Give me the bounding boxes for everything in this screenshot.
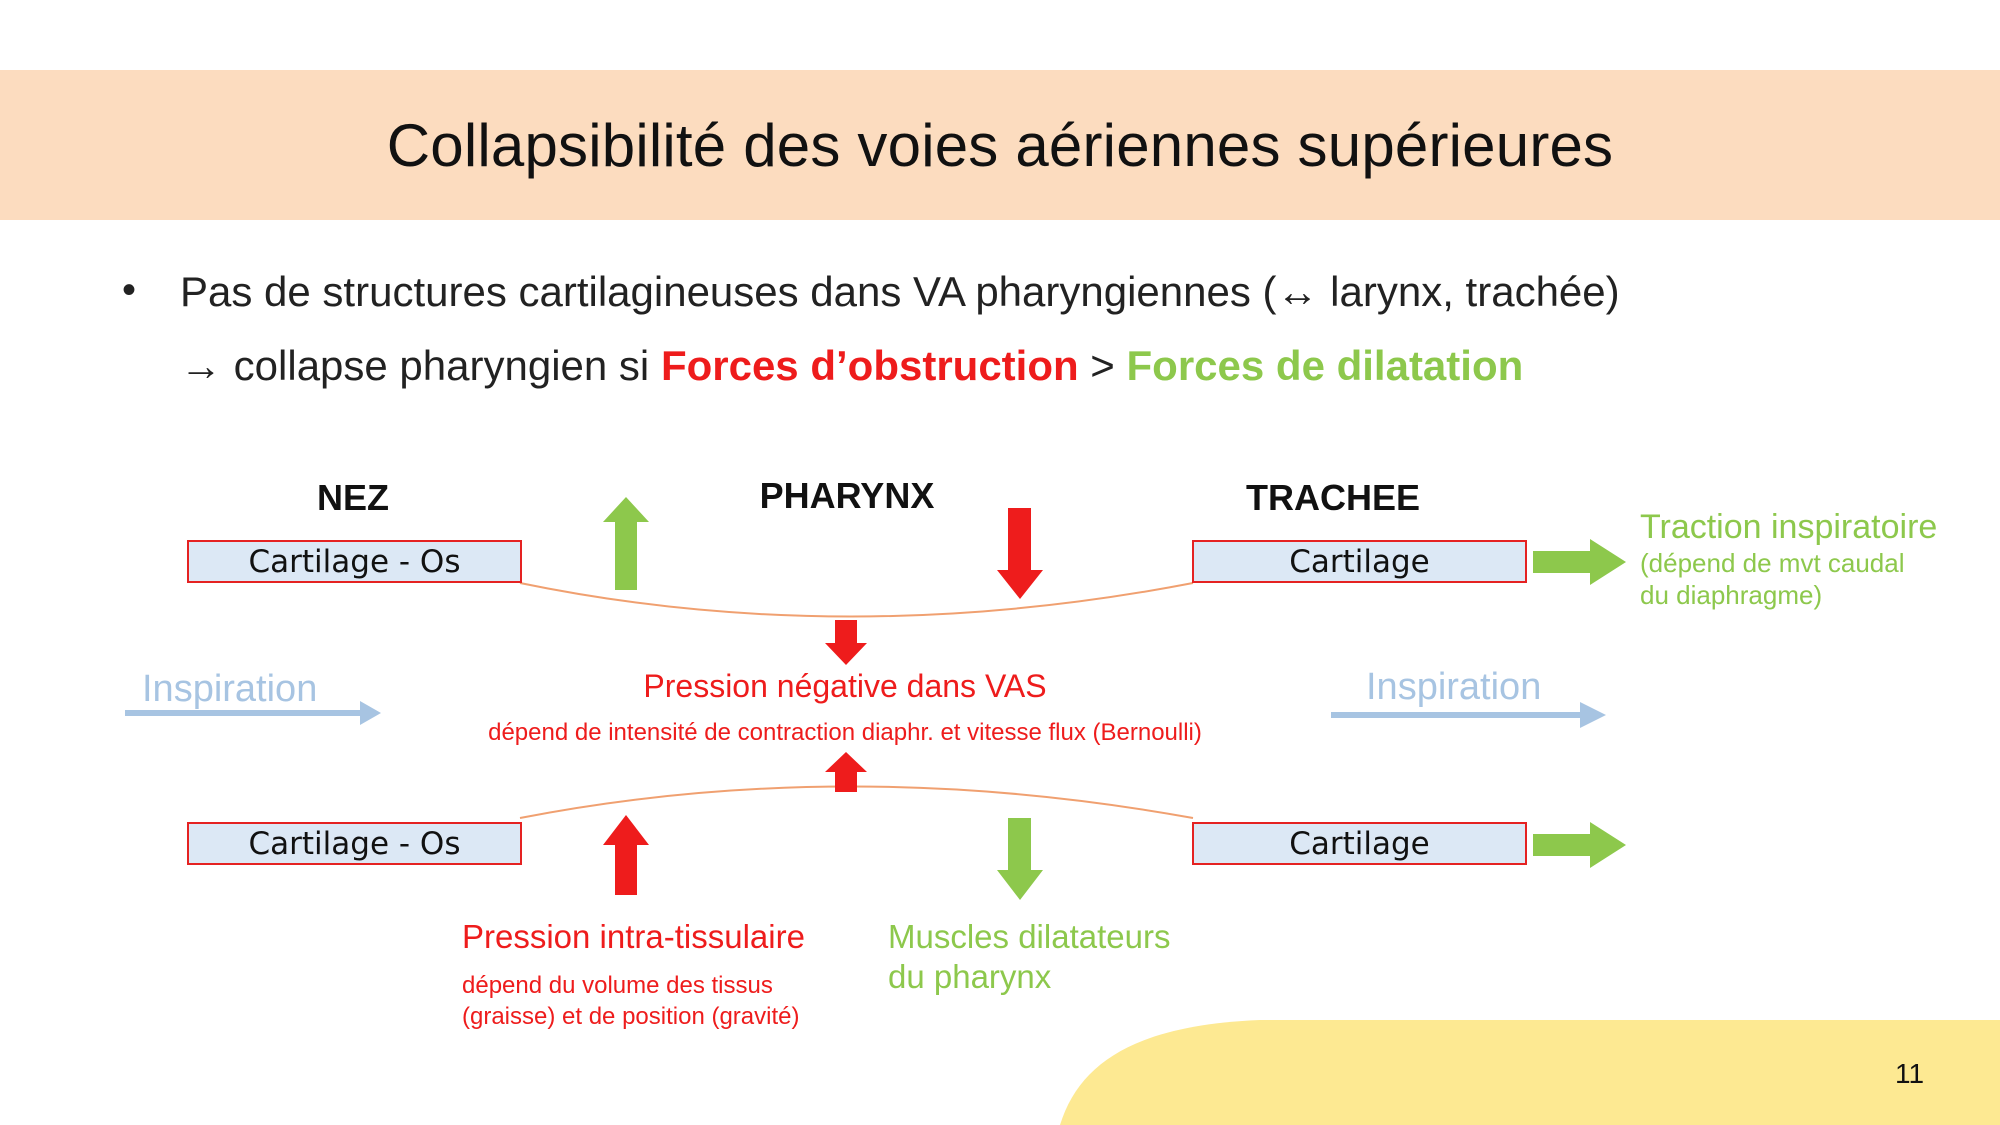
green-up-arrow-top bbox=[603, 497, 649, 590]
pression-negative-label: Pression négative dans VAS bbox=[643, 668, 1047, 704]
pression-intra-tissulaire-label: Pression intra-tissulaire bbox=[462, 918, 805, 955]
header-trachee: TRACHEE bbox=[1245, 477, 1420, 518]
green-right-arrow-top bbox=[1533, 539, 1626, 585]
inspiration-label-right: Inspiration bbox=[1366, 666, 1542, 708]
traction-note-line-1: (dépend de mvt caudal bbox=[1640, 548, 1905, 578]
page-number: 11 bbox=[1895, 1058, 1925, 1089]
box-nez-bottom: Cartilage - Os bbox=[187, 822, 522, 865]
greater-than-sign: > bbox=[1078, 342, 1127, 389]
pression-tissu-note-line-1: dépend du volume des tissus bbox=[462, 972, 773, 999]
red-up-arrow-bottom bbox=[603, 815, 649, 895]
slide-title: Collapsibilité des voies aériennes supérieures bbox=[386, 111, 1614, 179]
green-down-arrow-bottom bbox=[997, 818, 1043, 900]
bullet-text: Pas de structures cartilagineuses dans VA pharyngiennes (↔ larynx, trachée) bbox=[180, 268, 1620, 315]
pression-negative-note: dépend de intensité de contraction diaphr. et vitesse flux (Bernoulli) bbox=[488, 719, 1202, 746]
header-pharynx: PHARYNX bbox=[759, 475, 935, 516]
inspiration-label-left: Inspiration bbox=[142, 668, 318, 710]
traction-note-line-2: du diaphragme) bbox=[1640, 580, 1823, 610]
green-right-arrow-bottom bbox=[1533, 822, 1626, 868]
header-nez: NEZ bbox=[317, 477, 389, 518]
box-trachee-bottom: Cartilage bbox=[1192, 822, 1527, 865]
consequence-prefix: → collapse pharyngien si bbox=[180, 342, 661, 389]
traction-inspiratoire-label: Traction inspiratoire bbox=[1640, 508, 1938, 546]
box-trachee-top: Cartilage bbox=[1192, 540, 1527, 583]
box-nez-top: Cartilage - Os bbox=[187, 540, 522, 583]
red-down-arrow-center bbox=[825, 620, 867, 665]
obstruction-forces-label: Forces d’obstruction bbox=[660, 342, 1079, 389]
muscles-dilatateurs-line-2: du pharynx bbox=[888, 958, 1052, 995]
muscles-dilatateurs-line-1: Muscles dilatateurs bbox=[888, 918, 1171, 955]
bullet-marker: • bbox=[122, 268, 137, 312]
dilatation-forces-label: Forces de dilatation bbox=[1126, 342, 1524, 389]
pression-tissu-note-line-2: (graisse) et de position (gravité) bbox=[462, 1003, 800, 1030]
red-down-arrow-top bbox=[997, 508, 1043, 599]
